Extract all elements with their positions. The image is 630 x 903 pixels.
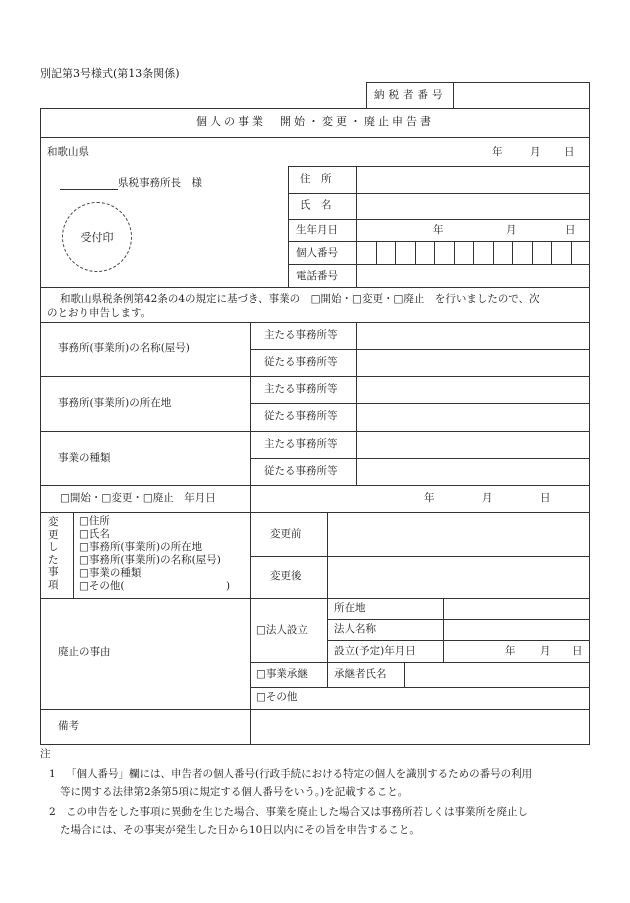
changed-item-option[interactable]: □事務所(事業所)の所在地 (79, 541, 203, 553)
personal-number-digit-6[interactable] (455, 242, 473, 263)
changed-items-label: 変更した事項 (48, 516, 59, 591)
address-label: 住 所 (300, 173, 332, 185)
personal-number-digit-1[interactable] (357, 242, 375, 263)
note-1-number: 1 (49, 768, 56, 780)
event-day-label: 日 (540, 492, 551, 504)
event-year-label: 年 (424, 492, 435, 504)
note-2-line-1: この申告をした事項に異動を生じた場合、事業を廃止した場合又は事務所若しくは事業所を廃止し (66, 806, 528, 818)
other-reason-field[interactable] (329, 689, 588, 708)
note-2-line-2: た場合には、その事実が発生した日から10日以内にその旨を申告すること。 (60, 824, 420, 836)
location-main-label: 主たる事務所等 (264, 383, 338, 395)
corp-date-label: 設立(予定)年月日 (334, 645, 416, 657)
note-2-number: 2 (49, 806, 56, 818)
reception-stamp (62, 202, 132, 272)
corp-location-field[interactable] (445, 600, 588, 618)
personal-number-digit-2[interactable] (377, 242, 395, 263)
office-name-main-label: 主たる事務所等 (264, 329, 338, 341)
personal-number-digit-10[interactable] (533, 242, 551, 263)
corp-month-label: 月 (540, 645, 551, 657)
corp-name-field[interactable] (445, 621, 588, 639)
corp-day-label: 日 (572, 645, 583, 657)
personal-number-digit-9[interactable] (513, 242, 531, 263)
before-field[interactable] (329, 514, 588, 555)
personal-number-digit-8[interactable] (494, 242, 512, 263)
office-name-sub-field[interactable] (358, 351, 588, 375)
location-sub-field[interactable] (358, 405, 588, 430)
date-month-label: 月 (530, 146, 541, 158)
personal-number-digit-12[interactable] (572, 242, 590, 263)
succession-checkbox[interactable]: □事業承継 (256, 668, 308, 680)
changed-item-option[interactable]: □氏名 (79, 528, 110, 540)
successor-label: 承継者氏名 (334, 668, 387, 680)
type-sub-label: 従たる事務所等 (264, 465, 338, 477)
office-name-sub-label: 従たる事務所等 (264, 356, 338, 368)
address-field[interactable] (358, 168, 588, 192)
personal-number-digit-11[interactable] (552, 242, 570, 263)
abolition-reason-label: 廃止の事由 (58, 646, 111, 658)
business-type-label: 事業の種類 (58, 452, 111, 464)
phone-field[interactable] (358, 266, 588, 286)
office-location-label: 事務所(事業所)の所在地 (58, 397, 172, 409)
name-label: 氏 名 (300, 199, 332, 211)
taxpayer-number-label: 納税者番号 (374, 89, 447, 101)
phone-label: 電話番号 (296, 270, 338, 282)
changed-item-option[interactable]: □その他( (79, 580, 125, 592)
corp-establish-checkbox[interactable]: □法人設立 (256, 624, 308, 636)
declaration-line-2: のとおり申告します。 (47, 307, 152, 319)
birth-month-label: 月 (506, 224, 517, 236)
stamp-label: 受付印 (80, 231, 114, 244)
changed-item-option[interactable]: □住所 (79, 515, 110, 527)
birth-day-label: 日 (565, 224, 576, 236)
personal-number-digit-3[interactable] (396, 242, 414, 263)
addressee-suffix: 県税事務所長 様 (118, 177, 202, 189)
personal-number-label: 個人番号 (296, 247, 338, 259)
corp-name-label: 法人名称 (334, 623, 376, 635)
prefecture: 和歌山県 (47, 146, 89, 158)
personal-number-digit-7[interactable] (474, 242, 492, 263)
successor-field[interactable] (406, 664, 588, 686)
date-year-label: 年 (492, 146, 503, 158)
remarks-field[interactable] (252, 711, 588, 743)
personal-number-digit-4[interactable] (416, 242, 434, 263)
after-field[interactable] (329, 558, 588, 597)
event-month-label: 月 (482, 492, 493, 504)
birth-year-label: 年 (433, 224, 444, 236)
corp-location-label: 所在地 (334, 602, 366, 614)
event-date-label: □開始・□変更・□廃止 年月日 (60, 492, 216, 504)
type-main-label: 主たる事務所等 (264, 438, 338, 450)
type-main-field[interactable] (358, 433, 588, 457)
birthdate-field[interactable] (358, 221, 428, 240)
type-sub-field[interactable] (358, 460, 588, 484)
office-name-main-field[interactable] (358, 324, 588, 348)
changed-item-option[interactable]: □事業の種類 (79, 567, 142, 579)
remarks-label: 備考 (58, 720, 79, 732)
other-close-paren: ) (226, 580, 231, 592)
office-name-label: 事務所(事業所)の名称(屋号) (58, 342, 190, 354)
date-day-label: 日 (564, 146, 575, 158)
name-field[interactable] (358, 195, 588, 218)
note-1-line-1: 「個人番号」欄には、申告者の個人番号(行政手続における特定の個人を識別するための番号の利用 (66, 768, 533, 780)
declaration-line-1: 和歌山県税条例第42条の4の規定に基づき、事業の □開始・□変更・□廃止 を行いましたので、次 (60, 293, 540, 305)
location-sub-label: 従たる事務所等 (264, 410, 338, 422)
note-1-line-2: 等に関する法律第2条第5項に規定する個人番号をいう。)を記載すること。 (60, 786, 409, 798)
form-title: 個人の事業 開始・変更・廃止申告書 (196, 115, 434, 128)
corp-year-label: 年 (505, 645, 516, 657)
notes-title: 注 (40, 748, 51, 760)
form-reference: 別記第3号様式(第13条関係) (40, 67, 180, 80)
taxpayer-number-field[interactable] (455, 84, 587, 106)
birthdate-label: 生年月日 (296, 224, 338, 236)
changed-item-option[interactable]: □事務所(事業所)の名称(屋号) (79, 554, 221, 566)
other-reason-checkbox[interactable]: □その他 (256, 691, 298, 703)
location-main-field[interactable] (358, 378, 588, 402)
before-label: 変更前 (270, 528, 302, 540)
after-label: 変更後 (270, 570, 302, 582)
personal-number-digit-5[interactable] (435, 242, 453, 263)
